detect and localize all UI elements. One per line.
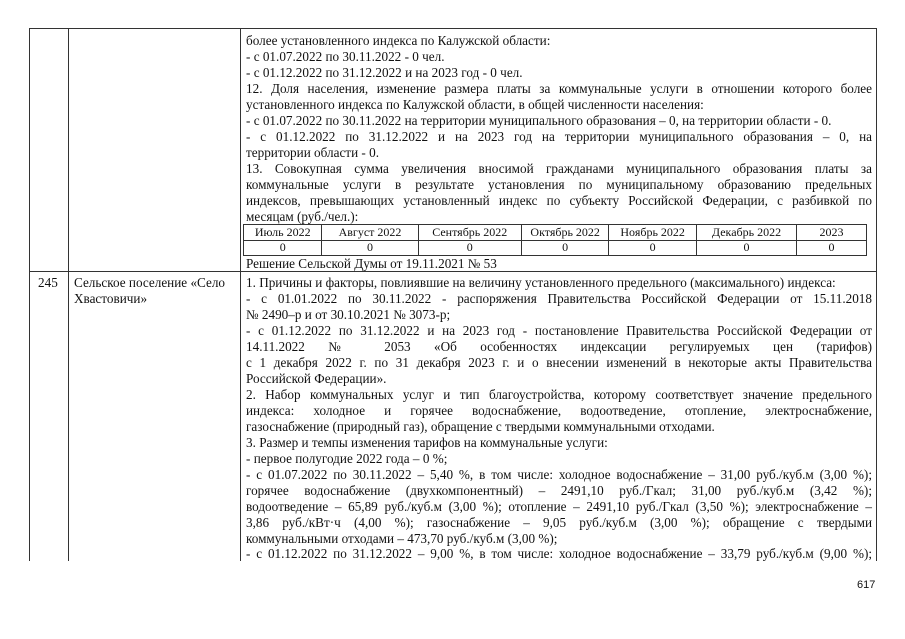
month-value: 0 (322, 240, 418, 256)
text-line: с 1 декабря 2022 г. по 31 декабря 2023 г. и о внесении изменений в некоторые акты Правительства (246, 355, 872, 370)
month-header: Декабрь 2022 (696, 225, 796, 241)
text-line: 1. Причины и факторы, повлиявшие на величину установленного предельного (максимального) индекса: (246, 275, 836, 290)
month-header: Август 2022 (322, 225, 418, 241)
text-line: 14.11.2022 № 2053 «Об особенностях индексации регулируемых цен (тарифов) (246, 339, 872, 354)
month-value: 0 (696, 240, 796, 256)
row-number: 245 (38, 275, 58, 290)
table-col-divider-2 (240, 28, 241, 561)
text-line: индексов, превышающих установленный индекс по субъекту Российской Федерации, с разбивкой по (246, 193, 872, 208)
text-line: водоотведение – 65,89 руб./куб.м (3,00 %); отопление – 2491,10 руб./Гкал (3,50 %); электроснабжение – (246, 499, 872, 514)
decision-text: Решение Сельской Думы от 19.11.2021 № 53 (246, 256, 497, 271)
month-value: 0 (797, 240, 867, 256)
month-value: 0 (609, 240, 696, 256)
month-header: Июль 2022 (244, 225, 322, 241)
text-line: 2. Набор коммунальных услуг и тип благоустройства, которому соответствует значение предельного (246, 387, 872, 402)
months-table-value-row (244, 240, 867, 256)
page-number: 617 (857, 579, 876, 591)
text-line: - с 01.07.2022 по 30.11.2022 – 5,40 %, в том числе: холодное водоснабжение – 31,00 руб./куб.м (3,00 %); (246, 467, 872, 482)
text-line: более установленного индекса по Калужской области: (246, 33, 551, 48)
text-line: коммунальными отходами – 473,70 руб./куб.м (3,00 %); (246, 531, 558, 546)
text-line: - первое полугодие 2022 года – 0 %; (246, 451, 448, 466)
month-value: 0 (521, 240, 609, 256)
text-line: Российской Федерации». (246, 371, 387, 386)
month-value: 0 (244, 240, 322, 256)
month-header: Октябрь 2022 (521, 225, 609, 241)
text-line: установленного индекса по Калужской области, в общей численности населения: (246, 97, 704, 112)
text-line: - с 01.12.2022 по 31.12.2022 и на 2023 год на территории муниципального образования – 0, на (246, 129, 872, 144)
text-line: № 2490–р и от 30.10.2021 № 3073-р; (246, 307, 451, 322)
settlement-name-line: Сельское поселение «Село (74, 275, 226, 290)
settlement-name-line: Хвастовичи» (74, 291, 148, 306)
text-line: месяцам (руб./чел.): (246, 209, 359, 224)
text-line: - с 01.07.2022 по 30.11.2022 на территории муниципального образования – 0, на территории области - 0. (246, 113, 832, 128)
months-table-header-row (244, 225, 867, 241)
table-col-divider-1 (68, 28, 69, 561)
table-top-border (29, 28, 877, 29)
text-line: - с 01.01.2022 по 30.11.2022 - распоряжения Правительства Российской Федерации от 15.11.2018 (246, 291, 872, 306)
text-line: 13. Совокупная сумма увеличения вносимой гражданами муниципального образования платы за (246, 161, 872, 176)
months-table (243, 224, 867, 256)
text-line: 12. Доля населения, изменение размера платы за коммунальные услуги в отношении которого более (246, 81, 872, 96)
text-line: горячее водоснабжение (двухкомпонентный) – 2491,10 руб./Гкал; 31,00 руб./куб.м (3,42 %); (246, 483, 872, 498)
month-header: Ноябрь 2022 (609, 225, 696, 241)
text-line: - с 01.12.2022 по 31.12.2022 и на 2023 год - 0 чел. (246, 65, 523, 80)
text-line: 3. Размер и темпы изменения тарифов на коммунальные услуги: (246, 435, 608, 450)
text-line: территории области - 0. (246, 145, 380, 160)
month-value: 0 (418, 240, 521, 256)
table-right-border (876, 28, 877, 561)
month-header: Сентябрь 2022 (418, 225, 521, 241)
text-line: - с 01.12.2022 по 31.12.2022 – 9,00 %, в том числе: холодное водоснабжение – 33,79 руб./куб.м (9,00 %); (246, 546, 872, 561)
text-line: 3,86 руб./кВт·ч (4,00 %); газоснабжение – 9,05 руб./куб.м (3,00 %); обращение с твердыми (246, 515, 872, 530)
text-line: - с 01.07.2022 по 30.11.2022 - 0 чел. (246, 49, 445, 64)
text-line: газоснабжение (природный газ), обращение с твердыми коммунальными отходами. (246, 419, 715, 434)
text-line: - с 01.12.2022 по 31.12.2022 и на 2023 год - постановление Правительства Российской Федерации от (246, 323, 872, 338)
month-header: 2023 (797, 225, 867, 241)
text-line: индекса: холодное и горячее водоснабжение, водоотведение, отопление, электроснабжение, (246, 403, 872, 418)
table-left-border (29, 28, 30, 561)
text-line: коммунальные услуги в результате установления по муниципальному образованию предельных (246, 177, 872, 192)
